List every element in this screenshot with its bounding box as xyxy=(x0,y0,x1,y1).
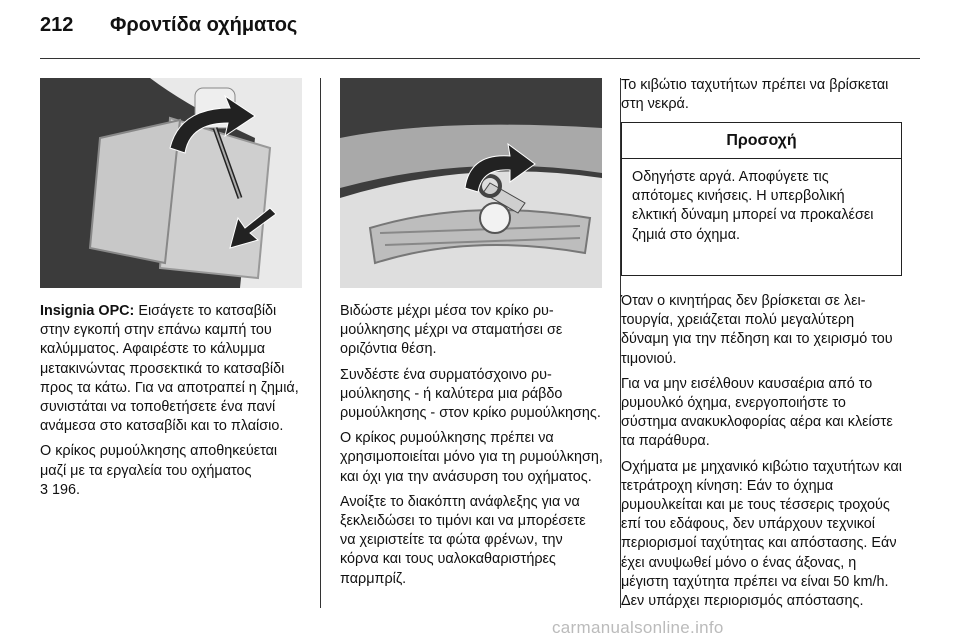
caution-text: Οδηγήστε αργά. Αποφύγετε τις απότομες κινήσεις. Η υπερβολική ελκτική δύναμη μπορεί να προκαλέσει ζημιά στο όχημα. xyxy=(632,169,874,243)
paragraph: Το κιβώτιο ταχυτήτων πρέπει να βρίσκεται στη νεκρά. xyxy=(621,77,889,113)
towing-eye-illustration xyxy=(340,78,602,288)
paragraph: Ανοίξτε το διακόπτη ανάφλεξης για να ξεκλειδώσει το τιμόνι και να μπορέσετε να χειριστείτε τα φώτα φρένων, την κόρνα και τους υαλοκαθαριστήρες παρμπρίζ. xyxy=(340,493,586,587)
model-label: Insignia OPC: xyxy=(40,303,135,319)
column-3 xyxy=(621,292,903,617)
column-1 xyxy=(40,302,302,506)
paragraph: Βιδώστε μέχρι μέσα τον κρίκο ρυμούλκησης μέχρι να σταματήσει σε οριζόντια θέση. xyxy=(340,303,563,358)
paragraph: Οχήματα με μηχανικό κιβώτιο ταχυτήτων και τετράτροχη κίνηση: Εάν το όχημα ρυμουλκείται και με τους τέσσερις τροχούς επί του εδάφους, δεν υπάρχουν τεχνικοί περιορισμοί ταχύτητας και απόστασης. Εάν έχει ανυψωθεί μόνο ο ένας άξονας, η μέγιστη ταχύτητα πρέπει να είναι 50 km/h. Δεν υπάρχει περιορισμός απόστασης. xyxy=(621,458,903,610)
paragraph: Ο κρίκος ρυμούλκησης πρέπει να χρησιμοποιείται μόνο για τη ρυμούλκηση, και όχι για την ανάσυρση του οχήματος. xyxy=(340,430,603,485)
page-number: 212 xyxy=(40,14,74,36)
caution-box xyxy=(621,122,902,276)
instruction-text: Εισάγετε το κατσαβίδι στην εγκοπή στην επάνω καμπή του καλύμματος. Αφαιρέστε το κάλυμμα μετακινώντας προσεκτικά το κατσαβίδι προς τα κάτω. Για να αποτραπεί η ζημιά, συνιστάται να τοποθετήσετε ένα πανί ανάμεσα στο κατσαβίδι και το πλαίσιο. xyxy=(40,303,299,435)
page-reference: 196. xyxy=(48,481,81,498)
header-rule xyxy=(40,58,920,59)
page-header xyxy=(40,14,297,37)
column-divider xyxy=(320,78,321,608)
paragraph xyxy=(40,442,302,500)
page-reference-icon: 3 xyxy=(40,481,49,498)
watermark: carmanualsonline.info xyxy=(552,618,724,637)
column-3-intro xyxy=(621,76,902,120)
paragraph xyxy=(40,302,302,436)
paragraph: Για να μην εισέλθουν καυσαέρια από το ρυμουλκό όχημα, ενεργοποιήστε το σύστημα ανακυκλοφορίας αέρα και κλείστε τα παράθυρα. xyxy=(621,375,893,450)
paragraph: Συνδέστε ένα συρματόσχοινο ρυμούλκησης - ή καλύτερα μια ράβδο ρυμούλκησης - στον κρίκο ρυμούλκησης. xyxy=(340,366,601,422)
storage-text: Ο κρίκος ρυμούλκησης αποθηκεύεται μαζί με τα εργαλεία του οχήματος xyxy=(40,443,278,479)
column-2 xyxy=(340,302,603,595)
cover-removal-illustration xyxy=(40,78,302,288)
paragraph: Όταν ο κινητήρας δεν βρίσκεται σε λειτουργία, χρειάζεται πολύ μεγαλύτερη δύναμη για την πέδηση και το χειρισμό του τιμονιού. xyxy=(621,293,893,367)
caution-title: Προσοχή xyxy=(622,123,901,159)
section-title: Φροντίδα οχήματος xyxy=(110,14,298,36)
